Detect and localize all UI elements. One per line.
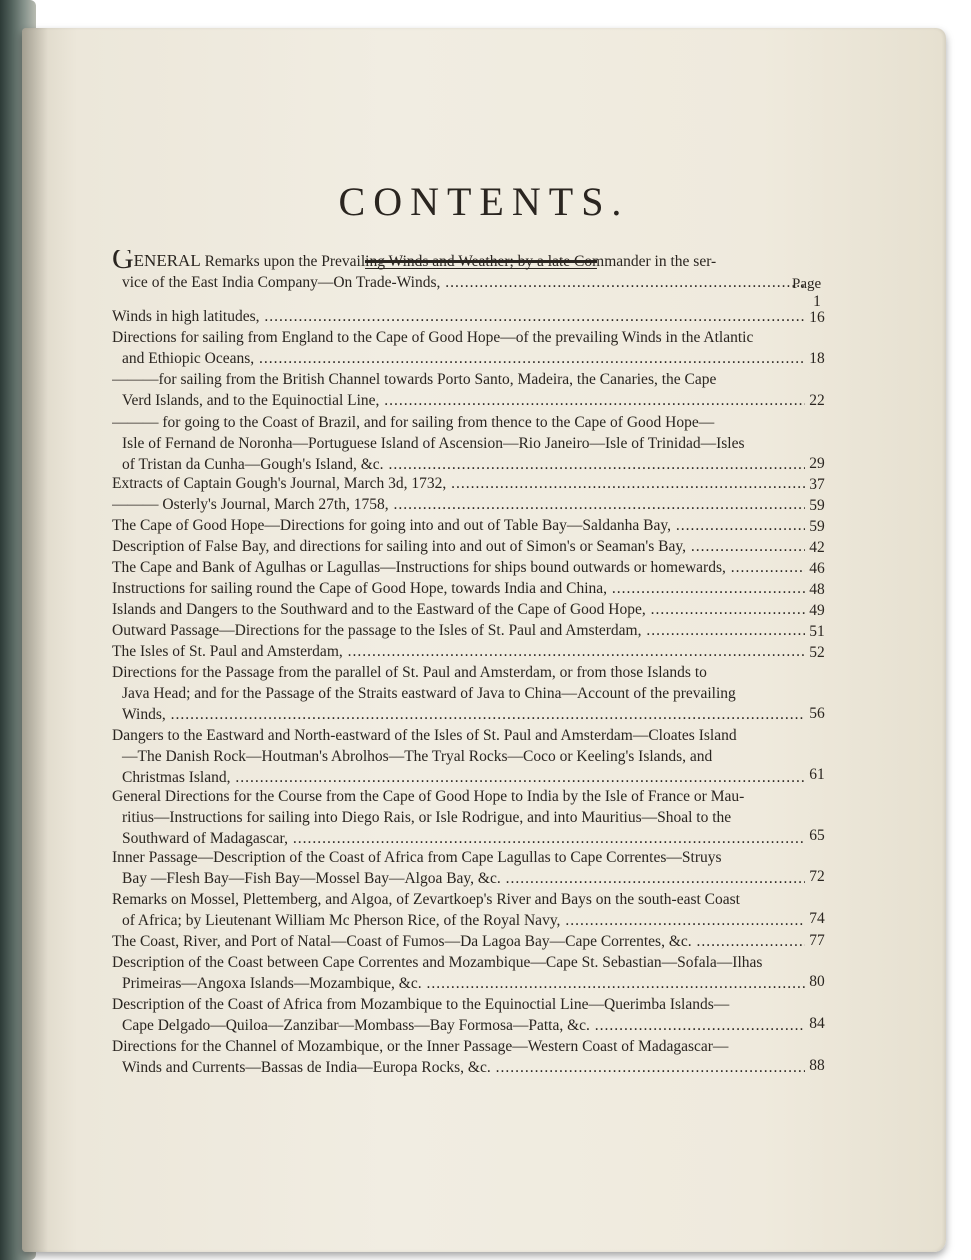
toc-page-number: 16 [809, 309, 825, 326]
toc-page-number: 46 [809, 560, 825, 577]
toc-entry [112, 515, 805, 536]
toc-page-number: 59 [809, 497, 825, 514]
toc-entry [112, 641, 805, 662]
toc-entry [112, 306, 805, 327]
toc-page-number: 88 [809, 1057, 825, 1074]
toc-entry [112, 847, 805, 889]
toc-entry [112, 369, 805, 411]
toc-page-number: 65 [809, 827, 825, 844]
toc-entry-line: ———for sailing from the British Channel towards Porto Santo, Madeira, the Canaries, the Cape [112, 371, 717, 388]
toc-entry [112, 536, 805, 557]
toc-entry-line: Description of the Coast between Cape Correntes and Mozambique—Cape St. Sebastian—Sofala—Ilhas [112, 954, 763, 971]
toc-entry-line: The Cape and Bank of Agulhas or Lagullas—Instructions for ships bound outwards or homewards, ..... [112, 557, 805, 578]
toc-page-number: 52 [809, 644, 825, 661]
toc-entry-line: Southward of Madagascar, ..... [112, 828, 805, 849]
toc-page-number: 74 [809, 910, 825, 927]
toc-page-number: 72 [809, 868, 825, 885]
toc-page-number: 37 [809, 476, 825, 493]
toc-entry [112, 620, 805, 641]
toc-page-number: 42 [809, 539, 825, 556]
toc-entry-line: GENERAL Remarks upon the Prevailing Winds and Weather; by a late Commander in the ser- [112, 250, 717, 272]
toc-entry [112, 662, 805, 725]
toc-page-number: 59 [809, 518, 825, 535]
toc-entry-line: Bay —Flesh Bay—Fish Bay—Mossel Bay—Algoa Bay, &c. ..... [112, 868, 805, 889]
toc-entry-line: and Ethiopic Oceans, ..... [112, 348, 805, 369]
toc-entry-line: ——— for going to the Coast of Brazil, and for sailing from thence to the Cape of Good Hope— [112, 414, 715, 431]
toc-entry [112, 952, 805, 994]
toc-page-number: 84 [809, 1015, 825, 1032]
toc-entry-line: Remarks on Mossel, Plettemberg, and Algoa, of Zevartkoep's River and Bays on the south-east Coast [112, 891, 740, 908]
toc-entry-line: Instructions for sailing round the Cape of Good Hope, towards India and China, ..... [112, 578, 805, 599]
toc-entry-line: Winds and Currents—Bassas de India—Europa Rocks, &c. ..... [112, 1057, 805, 1078]
toc-entry-line: Cape Delgado—Quiloa—Zanzibar—Mombass—Bay Formosa—Patta, &c. ..... [112, 1015, 805, 1036]
toc-entry [112, 931, 805, 952]
toc-page-number: 1 [813, 293, 821, 310]
toc-entry-line: Directions for sailing from England to the Cape of Good Hope—of the prevailing Winds in the Atlantic [112, 329, 754, 346]
toc-entry [112, 994, 805, 1036]
toc-entry [112, 327, 805, 369]
toc-page-number: 61 [809, 766, 825, 783]
toc-entry [112, 786, 805, 849]
toc-entry [112, 725, 805, 788]
toc-entry-line: Extracts of Captain Gough's Journal, March 3d, 1732, ..... [112, 473, 805, 494]
page-column-header: Page [792, 276, 822, 292]
toc-entry-line: Winds in high latitudes, ..... [112, 306, 805, 327]
toc-entry-line: Directions for the Channel of Mozambique, or the Inner Passage—Western Coast of Madagascar— [112, 1038, 729, 1055]
toc-entry-line: Isle of Fernand de Noronha—Portuguese Island of Ascension—Rio Janeiro—Isle of Trinidad—Isles [122, 435, 745, 452]
toc-entry [112, 250, 805, 293]
toc-entry-line: ritius—Instructions for sailing into Diego Rais, or Isle Rodrigue, and into Mauritius—Shoal to the [122, 809, 732, 826]
toc-entry-line: vice of the East India Company—On Trade-Winds, ..... [112, 272, 805, 293]
toc-entry-line: Winds, ..... [112, 704, 805, 725]
toc-entry-line: Java Head; and for the Passage of the Straits eastward of Java to China—Account of the prevailing [122, 685, 736, 702]
toc-page-number: 29 [809, 455, 825, 472]
toc-page-number: 56 [809, 705, 825, 722]
toc-entry-line: The Cape of Good Hope—Directions for going into and out of Table Bay—Saldanha Bay, ..... [112, 515, 805, 536]
toc-entry [112, 578, 805, 599]
toc-entry-line: Outward Passage—Directions for the passage to the Isles of St. Paul and Amsterdam, ..... [112, 620, 805, 641]
toc-entry-line: The Isles of St. Paul and Amsterdam, ..... [112, 641, 805, 662]
toc-entry-line: Description of the Coast of Africa from Mozambique to the Equinoctial Line—Querimba Islands— [112, 996, 730, 1013]
page-title: CONTENTS. [338, 179, 630, 224]
toc-entry-line: ——— Osterly's Journal, March 27th, 1758, ..... [112, 494, 805, 515]
toc-entry [112, 557, 805, 578]
toc-entry-line: Directions for the Passage from the parallel of St. Paul and Amsterdam, or from those Islands to [112, 664, 707, 681]
toc-entry-line: —The Danish Rock—Houtman's Abrolhos—The Tryal Rocks—Coco or Keeling's Islands, and [122, 748, 713, 765]
toc-page-number: 51 [809, 623, 825, 640]
toc-entry-line: of Africa; by Lieutenant William Mc Pherson Rice, of the Royal Navy, ..... [112, 910, 805, 931]
toc-entry [112, 473, 805, 494]
toc-entry-line: Primeiras—Angoxa Islands—Mozambique, &c. ..... [112, 973, 805, 994]
toc-entry-line: Inner Passage—Description of the Coast of Africa from Cape Lagullas to Cape Correntes—Struys [112, 849, 722, 866]
toc-entry [112, 889, 805, 931]
contents-page [22, 28, 946, 1252]
toc-page-number: 49 [809, 602, 825, 619]
toc-entry-line: Dangers to the Eastward and North-eastward of the Isles of St. Paul and Amsterdam—Cloates Island [112, 727, 737, 744]
toc-entry-line: of Tristan da Cunha—Gough's Island, &c. ..... [112, 454, 805, 475]
toc-page-number: 22 [809, 392, 825, 409]
toc-page-number: 77 [809, 932, 825, 949]
toc-entry-line: The Coast, River, and Port of Natal—Coast of Fumos—Da Lagoa Bay—Cape Correntes, &c. ..... [112, 931, 805, 952]
toc-entry [112, 599, 805, 620]
toc-entry-line: General Directions for the Course from the Cape of Good Hope to India by the Isle of France or Mau- [112, 788, 745, 805]
toc-page-number: 80 [809, 973, 825, 990]
toc-entry-line: Verd Islands, and to the Equinoctial Line, ..... [112, 390, 805, 411]
toc-page-number: 48 [809, 581, 825, 598]
toc-page-number: 18 [809, 350, 825, 367]
toc-entry-line: Islands and Dangers to the Southward and to the Eastward of the Cape of Good Hope, ..... [112, 599, 805, 620]
toc-entry [112, 412, 805, 475]
toc-entry [112, 1036, 805, 1078]
toc-entry [112, 494, 805, 515]
toc-entry-line: Christmas Island, ..... [112, 767, 805, 788]
toc-entry-line: Description of False Bay, and directions for sailing into and out of Simon's or Seaman's Bay, ..... [112, 536, 805, 557]
